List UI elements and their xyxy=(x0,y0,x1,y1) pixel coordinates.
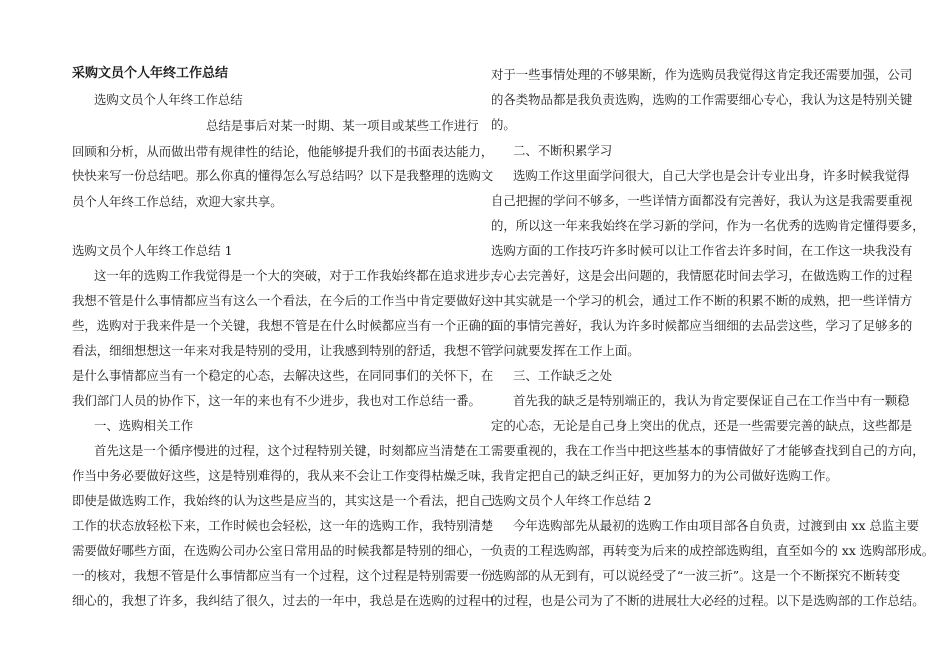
paragraph-line: 即使是做选购工作，我始终的认为这些是应当的，其实这是一个看法，把自己 xyxy=(72,493,494,508)
paragraph-line: 首先我的缺乏是特别端正的，我认为肯定要保证自己在工作当中有一颗稳 xyxy=(513,393,910,408)
section-heading: 二、不断积累学习 xyxy=(513,143,613,158)
paragraph-line: 我想不管是什么事情都应当有这么一个看法，在今后的工作当中肯定要做好这 xyxy=(72,293,494,308)
paragraph-line: 一的核对，我想不管是什么事情都应当有一个过程，这个过程是特别需要一份 xyxy=(72,568,494,583)
paragraph-line: 负责的工程选购部，再转变为后来的成控部选购组，直至如今的 xx 选购部形成。 xyxy=(491,543,935,558)
paragraph-line: 自己把握的学问不够多，一些详情方面都没有完善好，我认为这是我需要重视 xyxy=(491,193,913,208)
paragraph-line: 些，选购对于我来件是一个关键，我想不管是在什么时候都应当有一个正确的 xyxy=(72,318,494,333)
paragraph-line: 定的心态，无论是自己身上突出的优点，还是一些需要完善的缺点，这些都是 xyxy=(491,418,913,433)
paragraph-line: 学问就要发挥在工作上面。 xyxy=(491,343,640,358)
paragraph-line: 需要重视的，我在工作当中把这些基本的事情做好了才能够查找到自己的方向， xyxy=(491,443,925,458)
paragraph-line: 回顾和分析，从而做出带有规律性的结论，他能够提升我们的书面表达能力， xyxy=(72,144,494,159)
paragraph-line: 面的事情完善好，我认为许多时候都应当细细的去品尝这些，学习了足够多的 xyxy=(491,318,913,333)
section-heading: 选购文员个人年终工作总结 2 xyxy=(491,493,652,508)
subtitle: 选购文员个人年终工作总结 xyxy=(94,92,243,107)
paragraph-line: 的过程，也是公司为了不断的进展壮大必经的过程。以下是选购部的工作总结。 xyxy=(491,593,925,608)
paragraph-line: 的，所以这一年来我始终在学习新的学问，作为一名优秀的选购肯定懂得要多， xyxy=(491,218,925,233)
section-heading: 一、选购相关工作 xyxy=(94,418,194,433)
paragraph-line: 选购工作这里面学问很大，自己大学也是会计专业出身，许多时候我觉得 xyxy=(513,168,910,183)
paragraph-line: 员个人年终工作总结，欢迎大家共享。 xyxy=(72,194,283,209)
paragraph-line: 专心去完善好，这是会出问题的，我情愿花时间去学习，在做选购工作的过程 xyxy=(491,268,913,283)
paragraph-line: 总结是事后对某一时期、某一项目或某些工作进行 xyxy=(206,118,479,133)
paragraph-line: 快快来写一份总结吧。那么你真的懂得怎么写总结吗？以下是我整理的选购文 xyxy=(72,168,494,183)
paragraph-line: 今年选购部先从最初的选购工作由项目部各自负责，过渡到由 xx 总监主要 xyxy=(513,518,919,533)
paragraph-line: 工作的状态放轻松下来，工作时候也会轻松，这一年的选购工作，我特别清楚 xyxy=(72,518,494,533)
paragraph-line: 看法，细细想想这一年来对我是特别的受用，让我感到特别的舒适，我想不管 xyxy=(72,343,494,358)
paragraph-line: 首先这是一个循序慢进的过程，这个过程特别关键，时刻都应当清楚在工 xyxy=(94,443,491,458)
paragraph-line: 需要做好哪些方面，在选购公司办公室日常用品的时候我都是特别的细心，一 xyxy=(72,543,494,558)
document-title: 采购文员个人年终工作总结 xyxy=(72,66,229,81)
paragraph-line: 的。 xyxy=(491,117,516,132)
paragraph-line: 我肯定把自己的缺乏纠正好，更加努力的为公司做好选购工作。 xyxy=(491,468,838,483)
paragraph-line: 中其实就是一个学习的机会，通过工作不断的积累不断的成熟，把一些详情方 xyxy=(491,293,913,308)
paragraph-line: 我们部门人员的协作下，这一年的来也有不少进步，我也对工作总结一番。 xyxy=(72,393,481,408)
section-heading: 三、工作缺乏之处 xyxy=(513,368,613,383)
paragraph-line: 的各类物品都是我负责选购，选购的工作需要细心专心，我认为这是特别关键 xyxy=(491,92,913,107)
paragraph-line: 细心的，我想了许多，我纠结了很久，过去的一年中，我总是在选购的过程中 xyxy=(72,593,494,608)
paragraph-line: 这一年的选购工作我觉得是一个大的突破，对于工作我始终都在追求进步， xyxy=(94,268,503,283)
paragraph-line: 选购方面的工作技巧许多时候可以让工作省去许多时间，在工作这一块我没有 xyxy=(491,243,913,258)
paragraph-line: 选购部的从无到有，可以说经受了“一波三折”。这是一个不断探究不断转变 xyxy=(491,568,901,583)
paragraph-line: 是什么事情都应当有一个稳定的心态，去解决这些，在同同事们的关怀下，在 xyxy=(72,368,494,383)
paragraph-line: 作当中务必要做好这些，这是特别难得的，我从来不会让工作变得枯燥乏味， xyxy=(72,468,494,483)
paragraph-line: 对于一些事情处理的不够果断，作为选购员我觉得这肯定我还需要加强，公司 xyxy=(491,67,913,82)
section-heading: 选购文员个人年终工作总结 1 xyxy=(72,243,233,258)
